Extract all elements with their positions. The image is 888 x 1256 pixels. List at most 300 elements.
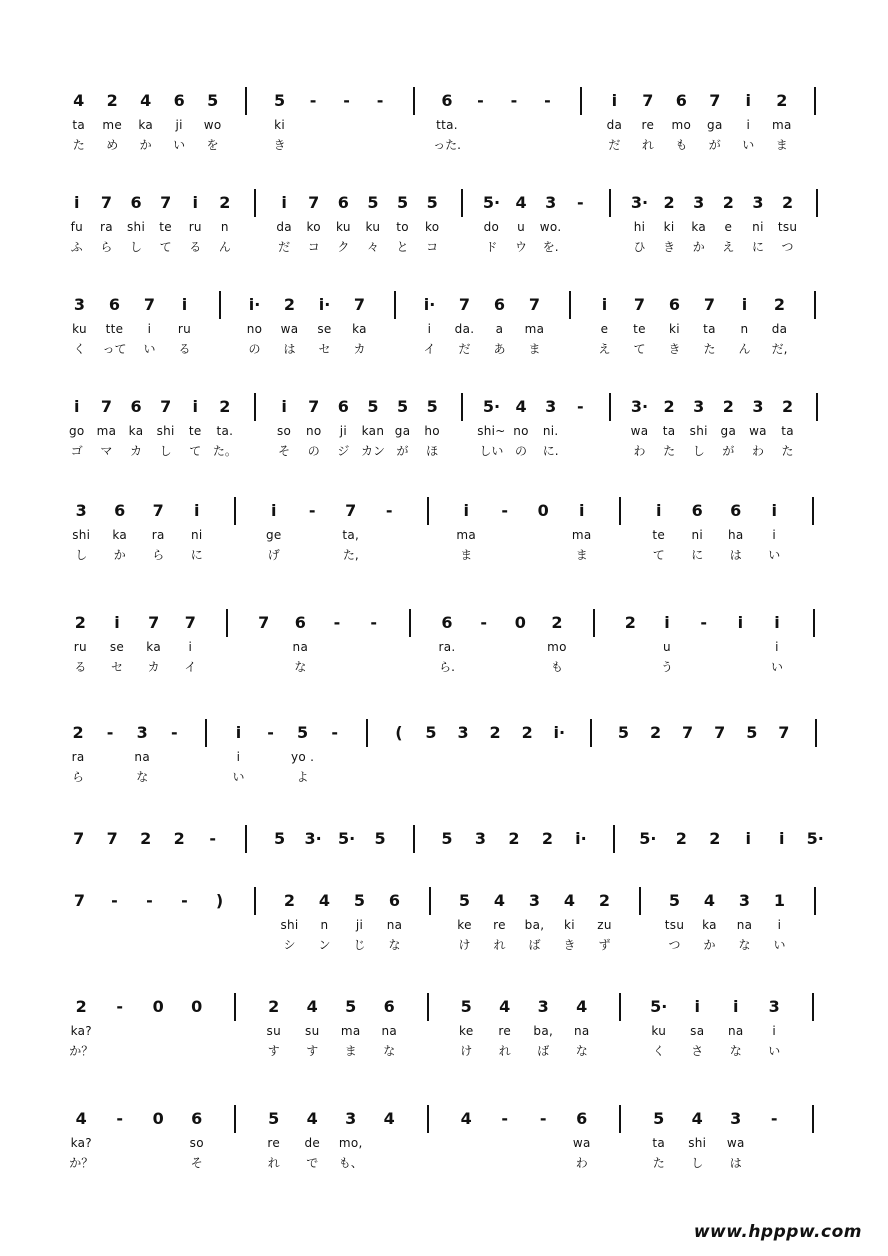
note: 2 xyxy=(173,829,185,848)
note: 5 xyxy=(617,723,630,742)
romaji-syllable: ni xyxy=(691,528,704,542)
romaji-syllable: no xyxy=(513,424,529,438)
romaji-syllable: ka xyxy=(138,118,154,132)
note: 3 xyxy=(545,397,557,416)
note: 5 xyxy=(274,829,286,848)
note: 5· xyxy=(337,829,356,848)
note: 4 xyxy=(515,397,527,416)
note: 7 xyxy=(100,397,112,416)
note: 4 xyxy=(691,1109,703,1128)
kana-syllable: ほ xyxy=(426,444,439,458)
romaji-syllable: re xyxy=(493,918,506,932)
note: 5 xyxy=(353,891,366,910)
romaji-syllable: ba, xyxy=(524,918,545,932)
barline xyxy=(569,291,571,319)
note: 6 xyxy=(130,397,142,416)
note: 4 xyxy=(140,91,152,110)
kana-syllable: つ xyxy=(781,240,794,254)
kana-syllable: カン xyxy=(360,444,385,458)
kana-syllable: マ xyxy=(100,444,113,458)
barline xyxy=(254,189,256,217)
barline xyxy=(245,87,247,115)
romaji-syllable: ma xyxy=(524,322,545,336)
note: i· xyxy=(575,829,587,848)
kana-syllable: そ xyxy=(190,1156,203,1170)
barline xyxy=(245,825,247,853)
notes-row xyxy=(62,192,832,214)
romaji-syllable: ji xyxy=(339,424,347,438)
note: 7 xyxy=(308,397,320,416)
note: 6 xyxy=(383,997,395,1016)
notes-row xyxy=(62,828,832,850)
kana-syllable: な xyxy=(729,1044,742,1058)
note: - xyxy=(576,193,584,212)
romaji-syllable: i xyxy=(775,640,779,654)
kana-syllable: れ xyxy=(641,138,654,152)
romaji-syllable: n xyxy=(220,220,229,234)
kana-syllable: ん xyxy=(738,342,751,356)
kana-syllable: ず xyxy=(598,938,611,952)
kana-row xyxy=(62,137,832,159)
kana-syllable: い xyxy=(770,660,784,674)
kana-syllable: イ xyxy=(423,342,436,356)
barline xyxy=(254,393,256,421)
romaji-syllable: se xyxy=(317,322,332,336)
romaji-syllable: ga xyxy=(720,424,737,438)
note: - xyxy=(770,1109,778,1128)
note: 5 xyxy=(746,723,758,742)
note: 6 xyxy=(691,501,703,520)
barline xyxy=(593,609,595,637)
romaji-syllable: ta xyxy=(703,322,716,336)
romaji-row xyxy=(62,219,832,241)
kana-syllable: て xyxy=(189,444,202,458)
kana-syllable: す xyxy=(306,1044,319,1058)
romaji-syllable: ku xyxy=(72,322,87,336)
romaji-syllable: se xyxy=(109,640,125,654)
romaji-syllable: na xyxy=(386,918,403,932)
note: 3 xyxy=(528,891,541,910)
kana-syllable: い xyxy=(143,342,156,356)
kana-syllable: き xyxy=(563,938,576,952)
romaji-syllable: na xyxy=(381,1024,398,1038)
barline xyxy=(619,1105,621,1133)
note: - xyxy=(370,613,377,632)
romaji-syllable: ki xyxy=(564,918,575,932)
note: i xyxy=(235,723,242,742)
note: 3 xyxy=(474,829,487,848)
barline xyxy=(580,87,582,115)
note: 0 xyxy=(537,501,549,520)
romaji-syllable: e xyxy=(600,322,609,336)
note: 2 xyxy=(219,193,231,212)
kana-syllable: が xyxy=(708,138,721,152)
romaji-syllable: so xyxy=(189,1136,204,1150)
note: 6 xyxy=(730,501,742,520)
note: 3 xyxy=(75,501,87,520)
kana-syllable: か xyxy=(692,240,705,254)
romaji-syllable: ra xyxy=(99,220,113,234)
romaji-syllable: ni xyxy=(190,528,203,542)
note: 6 xyxy=(173,91,185,110)
note: 7 xyxy=(148,613,160,632)
note: i xyxy=(771,501,777,520)
note: 5 xyxy=(653,1109,665,1128)
note: 3 xyxy=(730,1109,742,1128)
romaji-syllable: no xyxy=(246,322,263,336)
kana-syllable: る xyxy=(178,342,191,356)
kana-syllable: れ xyxy=(493,938,506,952)
note: 2 xyxy=(140,829,152,848)
barline xyxy=(413,87,415,115)
kana-syllable: え xyxy=(598,342,611,356)
kana-syllable: だ xyxy=(458,342,471,356)
note: 7 xyxy=(143,295,156,314)
kana-syllable: て xyxy=(159,240,172,254)
note: 5· xyxy=(482,397,501,416)
note: 5 xyxy=(441,829,453,848)
note: 2 xyxy=(508,829,520,848)
note: i· xyxy=(318,295,331,314)
note: 5· xyxy=(482,193,501,212)
note: i xyxy=(579,501,585,520)
kana-syllable: じ xyxy=(353,938,366,952)
note: 2 xyxy=(781,397,794,416)
kana-syllable: く xyxy=(73,342,86,356)
note: 6 xyxy=(675,91,687,110)
barline xyxy=(813,609,815,637)
kana-syllable: し xyxy=(159,444,172,458)
kana-syllable: は xyxy=(729,548,742,562)
notes-row xyxy=(62,612,832,634)
romaji-syllable: ki xyxy=(669,322,680,336)
note: 2 xyxy=(709,829,721,848)
romaji-syllable: de xyxy=(304,1136,321,1150)
note: 4 xyxy=(73,91,85,110)
kana-syllable: の xyxy=(515,444,528,458)
note: i xyxy=(192,193,199,212)
note: - xyxy=(544,91,551,110)
kana-syllable: は xyxy=(283,342,296,356)
romaji-syllable: ma xyxy=(456,528,477,542)
romaji-syllable: to xyxy=(396,220,409,234)
barline xyxy=(619,497,621,525)
kana-syllable: な xyxy=(294,660,307,674)
note: i xyxy=(74,193,80,212)
kana-syllable: に xyxy=(691,548,704,562)
romaji-syllable: i xyxy=(772,528,777,542)
kana-syllable: ま xyxy=(775,138,788,152)
romaji-row xyxy=(62,423,832,445)
note: i· xyxy=(553,723,566,742)
romaji-syllable: ku xyxy=(335,220,351,234)
note: - xyxy=(331,723,339,742)
kana-syllable: を. xyxy=(542,240,559,254)
barline xyxy=(234,993,236,1021)
note: - xyxy=(309,91,317,110)
romaji-syllable: ta xyxy=(652,1136,666,1150)
note: 6 xyxy=(668,295,681,314)
kana-row xyxy=(62,1155,832,1177)
romaji-syllable: ru xyxy=(73,640,87,654)
kana-syllable: ん xyxy=(218,240,231,254)
barline xyxy=(254,887,256,915)
romaji-syllable: ji xyxy=(355,918,364,932)
barline xyxy=(609,189,611,217)
romaji-syllable: hi xyxy=(633,220,646,234)
note: i xyxy=(741,295,748,314)
note: 7 xyxy=(633,295,646,314)
kana-syllable: だ xyxy=(278,240,291,254)
kana-syllable: い xyxy=(768,548,781,562)
note: i xyxy=(656,501,662,520)
kana-syllable: た xyxy=(72,138,85,152)
note: - xyxy=(510,91,518,110)
romaji-syllable: i xyxy=(188,640,193,654)
barline xyxy=(429,887,431,915)
kana-syllable: し xyxy=(692,444,705,458)
note: 6 xyxy=(337,397,349,416)
romaji-syllable: ni xyxy=(752,220,764,234)
note: 0 xyxy=(152,997,164,1016)
romaji-syllable: fu xyxy=(70,220,84,234)
romaji-syllable: wa xyxy=(572,1136,591,1150)
kana-syllable: コ xyxy=(307,240,320,254)
romaji-syllable: so xyxy=(277,424,292,438)
note: i xyxy=(281,193,287,212)
note: 5 xyxy=(460,997,472,1016)
site-watermark: www.hpppw.com xyxy=(693,1222,862,1242)
kana-syllable: しい xyxy=(479,444,504,458)
romaji-syllable: i xyxy=(772,1024,777,1038)
note: - xyxy=(501,501,509,520)
romaji-syllable: ga xyxy=(707,118,723,132)
note: 7 xyxy=(73,829,85,848)
note: 2 xyxy=(268,997,280,1016)
kana-syllable: た xyxy=(652,1156,665,1170)
romaji-syllable: shi xyxy=(72,528,91,542)
barline xyxy=(816,189,818,217)
note: 5 xyxy=(426,397,438,416)
romaji-syllable: ka xyxy=(691,220,707,234)
note: 3 xyxy=(545,193,557,212)
note: 5 xyxy=(207,91,219,110)
kana-syllable: も xyxy=(550,660,564,674)
kana-syllable: げ xyxy=(267,548,280,562)
notes-row xyxy=(62,722,832,744)
romaji-syllable: shi~ xyxy=(477,424,506,438)
kana-row xyxy=(62,547,832,569)
note: 4 xyxy=(306,997,318,1016)
notes-row xyxy=(62,90,832,112)
note: 7 xyxy=(100,193,112,212)
note: i· xyxy=(423,295,436,314)
kana-syllable: カ xyxy=(147,660,160,674)
kana-syllable: え xyxy=(722,240,735,254)
note: 7 xyxy=(458,295,471,314)
note: 2 xyxy=(722,397,734,416)
romaji-syllable: i xyxy=(746,118,751,132)
note: i xyxy=(779,829,785,848)
note: 0 xyxy=(514,613,526,632)
kana-syllable: い xyxy=(742,138,755,152)
note: 4 xyxy=(576,997,588,1016)
note: 2 xyxy=(675,829,687,848)
kana-syllable: ド xyxy=(485,240,498,254)
romaji-syllable: wo. xyxy=(539,220,562,234)
note: 2 xyxy=(521,723,533,742)
romaji-row xyxy=(62,917,832,939)
note: 6 xyxy=(493,295,506,314)
romaji-syllable: e xyxy=(724,220,733,234)
barline xyxy=(219,291,221,319)
note: - xyxy=(116,1109,124,1128)
romaji-syllable: da xyxy=(276,220,292,234)
notes-row xyxy=(62,1108,832,1130)
note: i xyxy=(745,91,752,110)
romaji-syllable: zu xyxy=(597,918,612,932)
kana-syllable: し xyxy=(691,1156,704,1170)
kana-syllable: た, xyxy=(342,548,359,562)
note: 3· xyxy=(630,193,649,212)
kana-syllable: ジ xyxy=(337,444,350,458)
note: 4 xyxy=(75,1109,87,1128)
note: 6 xyxy=(576,1109,588,1128)
barline xyxy=(812,993,814,1021)
note: i xyxy=(733,997,739,1016)
kana-syllable: だ xyxy=(608,138,621,152)
note: 5 xyxy=(396,193,409,212)
note: - xyxy=(343,91,350,110)
kana-syllable: れ xyxy=(498,1044,511,1058)
note: 6 xyxy=(114,501,126,520)
kana-syllable: ウ xyxy=(515,240,528,254)
kana-syllable: ば xyxy=(528,938,541,952)
note: - xyxy=(170,723,178,742)
note: - xyxy=(700,613,707,632)
note: 7 xyxy=(682,723,694,742)
note: 5 xyxy=(396,397,409,416)
note: - xyxy=(376,91,384,110)
kana-syllable: ま xyxy=(460,548,473,562)
note: i xyxy=(694,997,700,1016)
note: 2 xyxy=(106,91,118,110)
notes-row xyxy=(62,396,832,418)
note: i xyxy=(114,613,120,632)
romaji-syllable: na xyxy=(736,918,753,932)
romaji-syllable: ka xyxy=(146,640,162,654)
kana-syllable: イ xyxy=(184,660,197,674)
note: i xyxy=(745,829,752,848)
kana-syllable: か？ xyxy=(69,1156,94,1170)
kana-syllable: ン xyxy=(318,938,331,952)
kana-syllable: い xyxy=(773,938,786,952)
romaji-syllable: i xyxy=(236,750,241,764)
note: 4 xyxy=(383,1109,395,1128)
note: 7 xyxy=(152,501,164,520)
note: 5· xyxy=(650,997,668,1016)
note: 2 xyxy=(624,613,636,632)
note: i xyxy=(463,501,469,520)
romaji-syllable: shi xyxy=(689,424,708,438)
note: 3· xyxy=(630,397,649,416)
romaji-syllable: wa xyxy=(280,322,299,336)
romaji-row xyxy=(62,1023,832,1045)
kana-syllable: ひ xyxy=(633,240,646,254)
romaji-syllable: tsu xyxy=(664,918,685,932)
kana-syllable: る xyxy=(189,240,202,254)
note: i· xyxy=(248,295,261,314)
romaji-syllable: da. xyxy=(454,322,475,336)
barline xyxy=(812,497,814,525)
romaji-syllable: na xyxy=(134,750,150,764)
romaji-syllable: ko xyxy=(424,220,440,234)
kana-syllable: い xyxy=(768,1044,781,1058)
note: 4 xyxy=(499,997,511,1016)
kana-syllable: ク xyxy=(337,240,350,254)
kana-syllable: わ xyxy=(575,1156,588,1170)
note: 4 xyxy=(460,1109,472,1128)
kana-syllable: な xyxy=(136,770,149,784)
note: - xyxy=(111,891,118,910)
note: - xyxy=(181,891,188,910)
romaji-syllable: ka xyxy=(702,918,717,932)
note: 2 xyxy=(219,397,231,416)
note: 2 xyxy=(722,193,734,212)
repeat-paren: ) xyxy=(215,891,224,910)
romaji-syllable: ta xyxy=(72,118,86,132)
barline xyxy=(613,825,615,853)
barline xyxy=(814,291,816,319)
kana-syllable: ら xyxy=(100,240,113,254)
kana-syllable: った. xyxy=(433,138,461,152)
romaji-syllable: wa xyxy=(749,424,767,438)
romaji-syllable: da xyxy=(606,118,623,132)
kana-syllable: さ xyxy=(691,1044,704,1058)
note: 3 xyxy=(136,723,148,742)
romaji-syllable: ka xyxy=(112,528,128,542)
kana-syllable: よ xyxy=(296,770,309,784)
note: 7 xyxy=(308,193,320,212)
barline xyxy=(205,719,207,747)
note: 7 xyxy=(184,613,196,632)
romaji-syllable: u xyxy=(517,220,525,234)
note: 3 xyxy=(752,397,764,416)
kana-syllable: か xyxy=(139,138,152,152)
kana-syllable: カ xyxy=(353,342,366,356)
romaji-syllable: ko xyxy=(306,220,321,234)
note: 2 xyxy=(776,91,788,110)
kana-syllable: た xyxy=(663,444,676,458)
barline xyxy=(226,609,228,637)
note: 3 xyxy=(73,295,86,314)
kana-syllable: ま xyxy=(575,548,588,562)
barline xyxy=(816,393,818,421)
note: 5 xyxy=(668,891,681,910)
romaji-syllable: da xyxy=(771,322,788,336)
kana-row xyxy=(62,659,832,681)
romaji-row xyxy=(62,749,832,771)
note: 3 xyxy=(752,193,764,212)
kana-syllable: く xyxy=(652,1044,665,1058)
kana-syllable: か xyxy=(113,548,126,562)
kana-syllable: わ xyxy=(751,444,764,458)
kana-syllable: か？ xyxy=(69,1044,94,1058)
note: i xyxy=(181,295,188,314)
kana-syllable: き xyxy=(668,342,681,356)
kana-syllable: ら xyxy=(72,770,85,784)
kana-syllable: な xyxy=(388,938,401,952)
